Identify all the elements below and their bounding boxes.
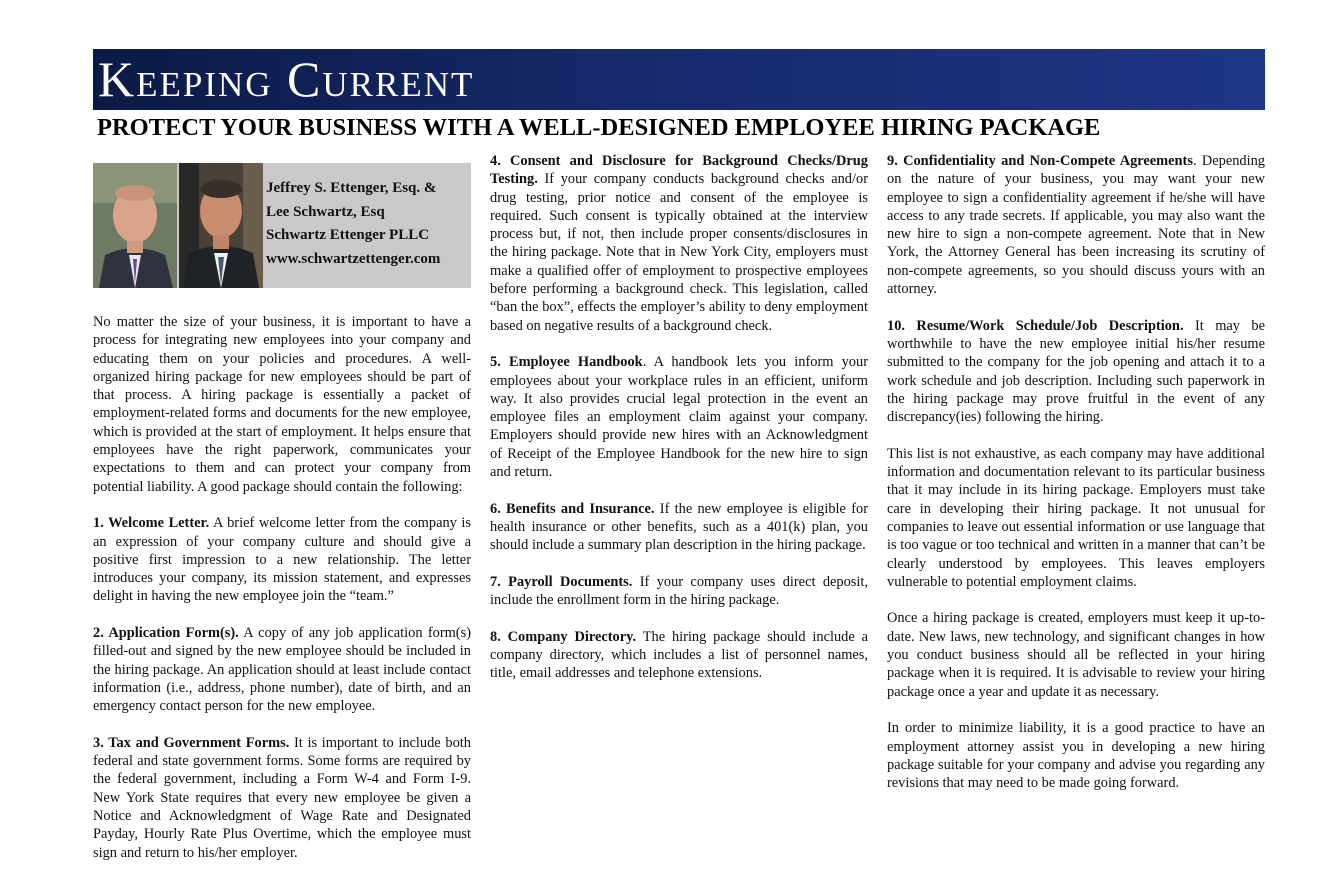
- item-company-directory: [490, 628, 868, 683]
- item-body: . A handbook lets you inform your employees about your workplace rules in an efficient, uniform way. It also provides crucial legal protection in the event an employee files an employment claim against your company. Employers should provide new hires with an Acknowledgment of Receipt of the Employee Handbook for the new hire to sign and return.: [490, 354, 868, 481]
- item-title: 6. Benefits and Insurance.: [490, 500, 655, 517]
- item-resume: [887, 317, 1265, 427]
- article-column-1: [93, 313, 471, 880]
- firm-website: www.schwartzettenger.com: [266, 250, 441, 267]
- author-photo-ettenger: [93, 163, 177, 288]
- item-body: The hiring package should include a company directory, which includes a list of personnel names, title, email addresses and telephone extensions.: [490, 628, 868, 682]
- title-banner: [93, 49, 1265, 110]
- item-benefits: [490, 500, 868, 555]
- item-body: If your company uses direct deposit, include the enrollment form in the hiring package.: [490, 573, 868, 609]
- item-application-forms: [93, 624, 471, 715]
- item-background-checks: [490, 152, 868, 335]
- item-tax-forms: [93, 734, 471, 862]
- item-title: 1. Welcome Letter.: [93, 515, 210, 532]
- article-column-2: [490, 152, 868, 701]
- author-box: [93, 163, 471, 288]
- item-body: . Depending on the nature of your business, you may want your new employee to sign a confidentiality agreement if he/she will have access to any trade secrets. If applicable, you may also want the new hire to sign a non-compete agreement. Note that in New York, the Attorney General has been increasing its scrutiny of non-compete agreements, so you should discuss yours with an attorney.: [887, 153, 1265, 298]
- item-title: 5. Employee Handbook: [490, 354, 643, 371]
- author-credits: [266, 177, 471, 271]
- item-title: 4. Consent and Disclosure for Background Checks/Drug Testing.: [490, 153, 868, 188]
- article-column-3: [887, 152, 1265, 811]
- item-body: If your company conducts background checks and/or drug testing, prior notice and consent of the employee is required. Such consent is typically obtained at the interview process but, if not, then include proper consents/disclosures in the hiring package. Note that in New York City, employers must make a qualified offer of employment to prospective employees before performing a background check. This legislation, called “ban the box”, effects the employer’s ability to deny employment based on negative results of a background check.: [490, 171, 868, 334]
- author-line-2: Lee Schwartz, Esq: [266, 203, 385, 220]
- author-photo-schwartz: [179, 163, 263, 288]
- item-title: 7. Payroll Documents.: [490, 573, 633, 590]
- item-title: 8. Company Directory.: [490, 628, 637, 645]
- intro-paragraph: No matter the size of your business, it is important to have a process for integrating new employees into your company and educating them on your policies and procedures. A well-organized hiring package for new employees should be part of that process. A hiring package is essentially a packet of employment-related forms and documents for the new employee, which is provided at the start of employment. It helps ensure that employees have the right paperwork, communicates your expectations to them and can protect your company from potential liability. A good package should contain the following:: [93, 314, 471, 495]
- item-body: A copy of any job application form(s) filled-out and signed by the new employee should be included in the hiring package. An application should at least include contact information (i.e., address, phone number), date of birth, and an emergency contact person for the new employee.: [93, 625, 471, 715]
- item-body: A brief welcome letter from the company is an expression of your company culture and should give a positive first impression to a new relationship. The letter introduces your company, its mission statement, and expresses delight in having the new employee join the “team.”: [93, 515, 471, 605]
- author-line-1: Jeffrey S. Ettenger, Esq. &: [266, 180, 437, 196]
- item-title: 3. Tax and Government Forms.: [93, 734, 290, 751]
- item-confidentiality: [887, 152, 1265, 298]
- item-payroll: [490, 573, 868, 610]
- closing-paragraph-1: This list is not exhaustive, as each company may have additional information and documentation relevant to its particular business that it may include in its hiring package. Employers must take care in developing their hiring package. It not unusual for companies to leave out essential information or use language that is too vague or too technical and written in a manner that can’t be clearly understood by employees. This leaves employers vulnerable to potential employment claims.: [887, 445, 1265, 590]
- item-employee-handbook: [490, 353, 868, 481]
- item-body: It may be worthwhile to have the new employee initial his/her resume submitted to the company for the job opening and attach it to a work schedule and job description. Including such paperwork in the hiring package may prove fruitful in the event of any discrepancy(ies) following the hiring.: [887, 317, 1265, 426]
- item-welcome-letter: [93, 514, 471, 605]
- article-headline: PROTECT YOUR BUSINESS WITH A WELL-DESIGNED EMPLOYEE HIRING PACKAGE: [97, 114, 1101, 141]
- closing-paragraph-2: Once a hiring package is created, employers must keep it up-to-date. New laws, new technology, and significant changes in how you conduct business should all be reflected in your hiring package when it is required. It is advisable to review your hiring package once a year and update it as necessary.: [887, 610, 1265, 700]
- item-title: 10. Resume/Work Schedule/Job Description.: [887, 317, 1184, 334]
- banner-title: Keeping Current: [98, 51, 475, 107]
- portrait-icon: [179, 163, 263, 288]
- item-body: It is important to include both federal and state government forms. Some forms are required by the federal government, including a Form W-4 and Form I-9. New York State requires that every new employee be given a Notice and Acknowledgment of Wage Rate and Designated Payday, Hourly Rate Plus Overtime, which the employee must sign and return to his/her employer.: [93, 734, 471, 861]
- item-body: If the new employee is eligible for health insurance or other benefits, such as a 401(k) plan, you should include a summary plan description in the hiring package.: [490, 500, 868, 554]
- firm-name: Schwartz Ettenger PLLC: [266, 227, 430, 243]
- item-title: 2. Application Form(s).: [93, 625, 239, 642]
- portrait-icon: [93, 163, 177, 288]
- item-title: 9. Confidentiality and Non-Compete Agreements: [887, 153, 1193, 169]
- closing-paragraph-3: In order to minimize liability, it is a good practice to have an employment attorney assist you in developing a new hiring package suitable for your company and advise you regarding any revisions that may need to be made going forward.: [887, 720, 1265, 792]
